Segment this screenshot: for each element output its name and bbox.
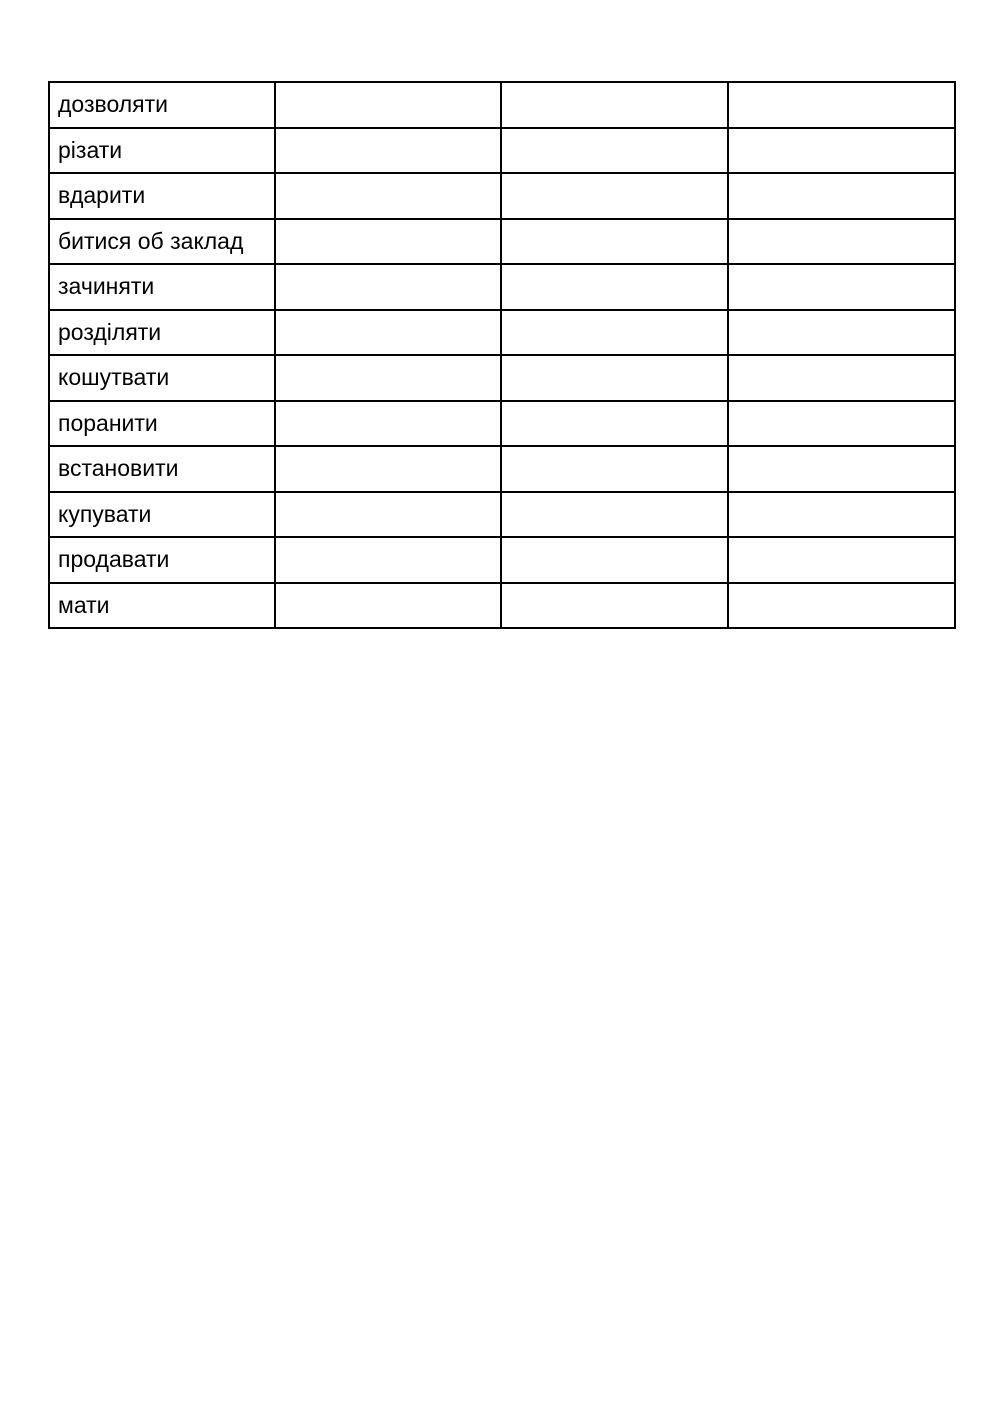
verb-cell: мати	[49, 583, 275, 629]
table-row	[49, 128, 955, 174]
table-row	[49, 583, 955, 629]
answer-cell[interactable]	[275, 82, 501, 128]
answer-cell[interactable]	[728, 128, 955, 174]
answer-cell[interactable]	[275, 310, 501, 356]
answer-cell[interactable]	[275, 401, 501, 447]
verb-cell: вдарити	[49, 173, 275, 219]
answer-cell[interactable]	[501, 401, 728, 447]
table-row	[49, 82, 955, 128]
verb-cell: різати	[49, 128, 275, 174]
verb-cell: продавати	[49, 537, 275, 583]
answer-cell[interactable]	[501, 128, 728, 174]
verb-cell: дозволяти	[49, 82, 275, 128]
answer-cell[interactable]	[501, 264, 728, 310]
table-row	[49, 446, 955, 492]
answer-cell[interactable]	[728, 583, 955, 629]
answer-cell[interactable]	[275, 446, 501, 492]
answer-cell[interactable]	[501, 173, 728, 219]
answer-cell[interactable]	[728, 492, 955, 538]
table-row	[49, 310, 955, 356]
answer-cell[interactable]	[728, 264, 955, 310]
answer-cell[interactable]	[275, 128, 501, 174]
verb-cell: битися об заклад	[49, 219, 275, 265]
answer-cell[interactable]	[728, 173, 955, 219]
answer-cell[interactable]	[275, 492, 501, 538]
answer-cell[interactable]	[501, 583, 728, 629]
answer-cell[interactable]	[501, 82, 728, 128]
answer-cell[interactable]	[728, 355, 955, 401]
answer-cell[interactable]	[501, 355, 728, 401]
answer-cell[interactable]	[728, 401, 955, 447]
answer-cell[interactable]	[275, 355, 501, 401]
answer-cell[interactable]	[275, 583, 501, 629]
answer-cell[interactable]	[501, 446, 728, 492]
verb-cell: зачиняти	[49, 264, 275, 310]
verb-table-body	[49, 82, 955, 628]
answer-cell[interactable]	[728, 82, 955, 128]
verb-cell: купувати	[49, 492, 275, 538]
table-row	[49, 173, 955, 219]
table-row	[49, 355, 955, 401]
answer-cell[interactable]	[501, 537, 728, 583]
table-row	[49, 492, 955, 538]
verb-table	[48, 81, 956, 629]
table-row	[49, 401, 955, 447]
verb-cell: кошутвати	[49, 355, 275, 401]
table-row	[49, 264, 955, 310]
answer-cell[interactable]	[728, 446, 955, 492]
answer-cell[interactable]	[275, 264, 501, 310]
answer-cell[interactable]	[275, 537, 501, 583]
verb-cell: поранити	[49, 401, 275, 447]
table-row	[49, 537, 955, 583]
answer-cell[interactable]	[501, 492, 728, 538]
table-row	[49, 219, 955, 265]
answer-cell[interactable]	[728, 219, 955, 265]
verb-cell: розділяти	[49, 310, 275, 356]
answer-cell[interactable]	[728, 310, 955, 356]
answer-cell[interactable]	[275, 219, 501, 265]
answer-cell[interactable]	[275, 173, 501, 219]
answer-cell[interactable]	[501, 310, 728, 356]
verb-cell: встановити	[49, 446, 275, 492]
answer-cell[interactable]	[501, 219, 728, 265]
answer-cell[interactable]	[728, 537, 955, 583]
